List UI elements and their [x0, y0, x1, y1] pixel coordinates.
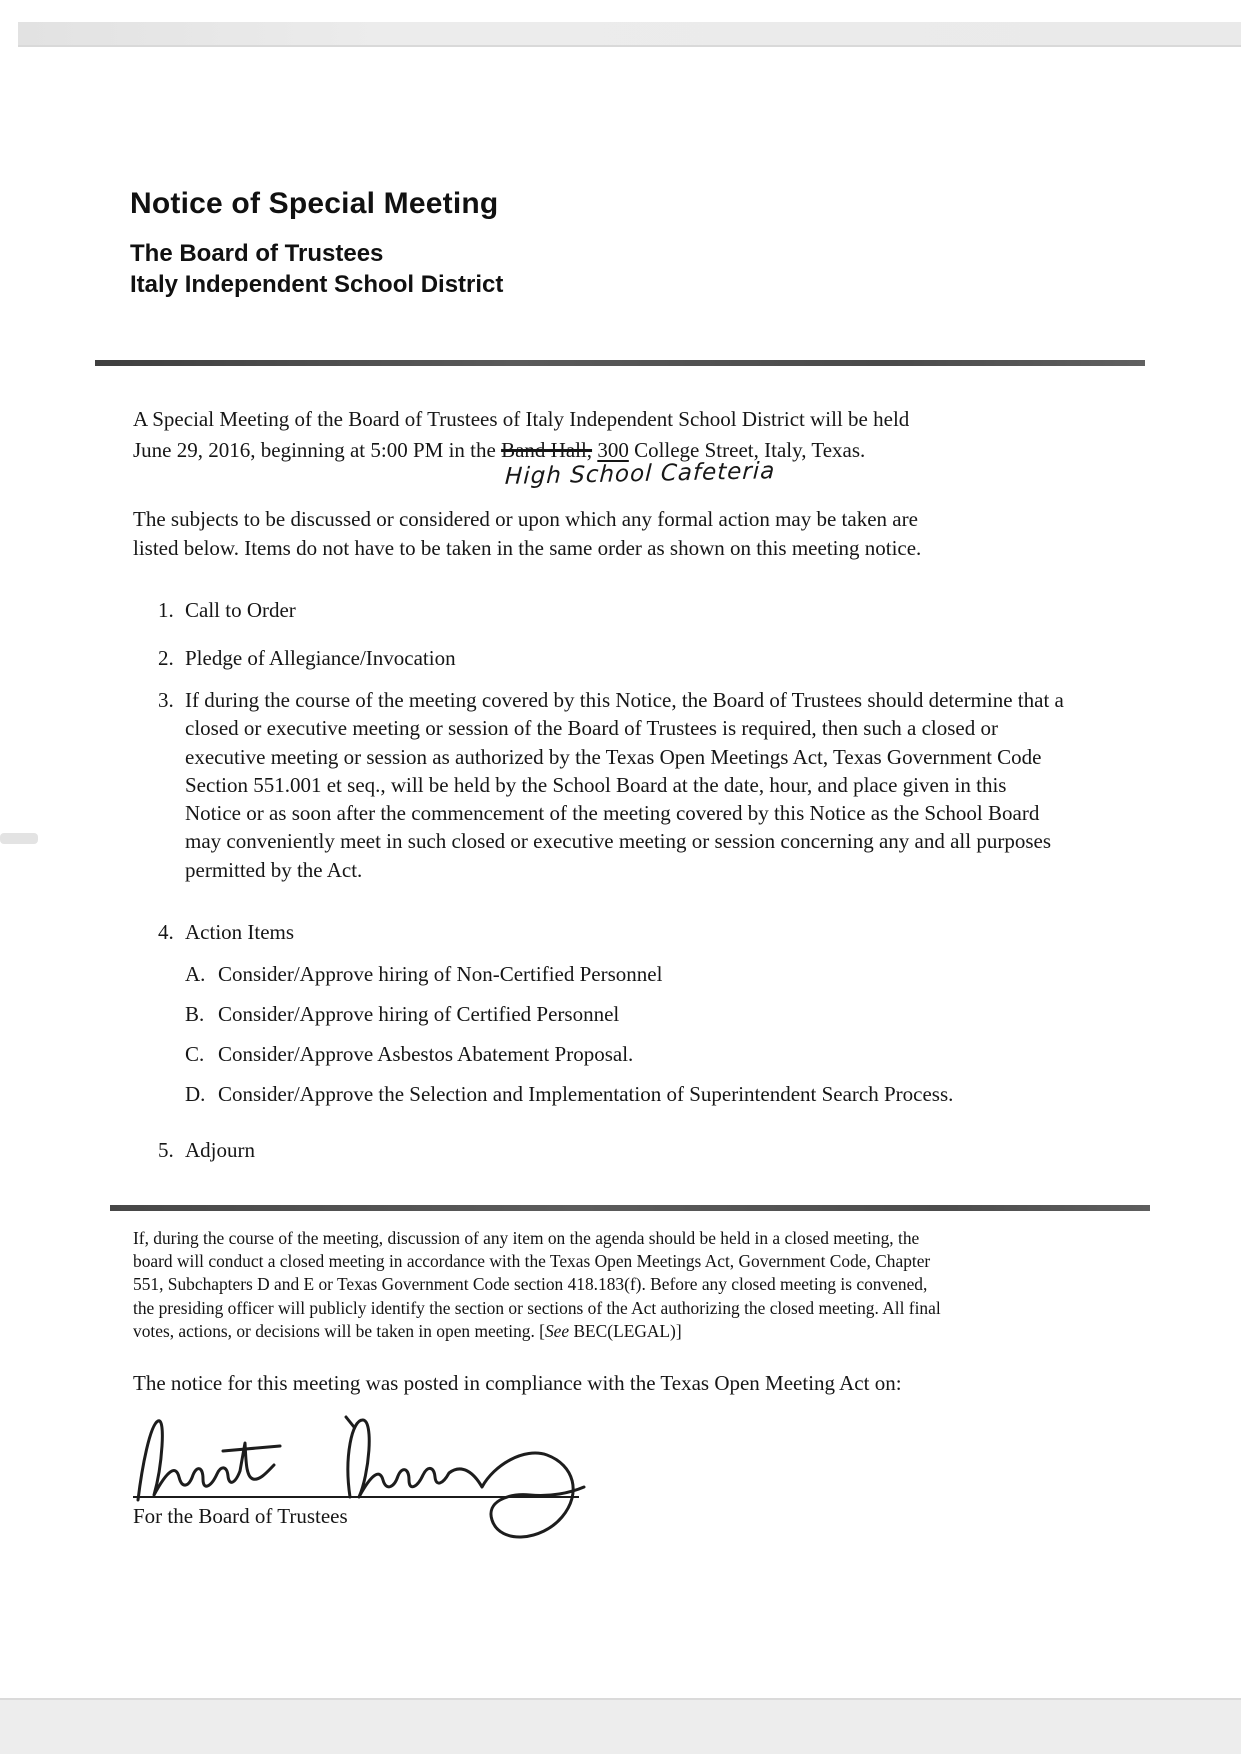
scan-artifact-left-mark [0, 833, 38, 844]
agenda-item-closed-session [158, 686, 1065, 884]
organization-heading [130, 238, 503, 300]
agenda-item-number: 3. [158, 688, 174, 712]
action-item-letter: C. [185, 1042, 205, 1066]
org-line-board: The Board of Trustees [130, 240, 384, 267]
legal-line-4: the presiding officer will publicly identify the section or sections of the Act authorizing the closed meeting. All final [133, 1297, 941, 1318]
scan-artifact-top-band [18, 22, 1241, 47]
legal-line-5 [133, 1320, 1068, 1343]
action-item-letter: B. [185, 1002, 205, 1026]
underlined-street-number: 300 [597, 438, 629, 462]
action-item-letter: A. [185, 962, 206, 986]
subjects-paragraph [133, 505, 1143, 563]
agenda-item-call-to-order [158, 596, 296, 624]
action-item-superintendent-search [185, 1080, 1048, 1109]
agenda-item-text: Adjourn [185, 1138, 255, 1162]
handwritten-correction: High School Cafeteria [504, 458, 776, 490]
agenda-item-number: 4. [158, 920, 174, 944]
horizontal-rule-top [95, 360, 1145, 366]
legal-line5-after: BEC(LEGAL)] [569, 1320, 682, 1341]
intro-line-1: A Special Meeting of the Board of Trustees of Italy Independent School District will be held [133, 407, 910, 431]
subjects-line-2: listed below. Items do not have to be taken in the same order as shown on this meeting notice. [133, 536, 922, 560]
subjects-line-1: The subjects to be discussed or considered or upon which any formal action may be taken are [133, 507, 918, 531]
meeting-intro-paragraph [133, 404, 1143, 466]
agenda-item-number: 1. [158, 598, 174, 622]
see-reference-italic: See [544, 1320, 570, 1341]
signature-first-name-stroke [138, 1421, 274, 1500]
signature-caption: For the Board of Trustees [133, 1504, 348, 1528]
agenda-item-action-items [158, 918, 294, 946]
posting-compliance-statement: The notice for this meeting was posted in compliance with the Texas Open Meeting Act on: [133, 1371, 902, 1395]
action-item-text: Consider/Approve hiring of Certified Personnel [218, 1002, 620, 1026]
agenda-item-text: If during the course of the meeting covered by this Notice, the Board of Trustees should determine that a closed or executive meeting or session of the Board of Trustees is required, then such a closed or executive meeting or session as authorized by the Texas Open Meetings Act, Texas Government Code Section 551.001 et seq., will be held by the School Board at the date, hour, and place given in this Notice or as soon after the commencement of the meeting covered by this Notice as the School Board may conveniently meet in such closed or executive meeting or session concerning any and all purposes permitted by the Act. [185, 688, 1064, 882]
action-item-asbestos-abatement [185, 1040, 633, 1069]
legal-line-3: 551, Subchapters D and E or Texas Government Code section 418.183(f). Before any closed meeting is convened, [133, 1274, 928, 1295]
legal-line-2: board will conduct a closed meeting in accordance with the Texas Open Meetings Act, Government Code, Chapter [133, 1251, 931, 1272]
agenda-item-text: Action Items [185, 920, 295, 944]
action-item-noncertified-personnel [185, 960, 662, 989]
action-item-letter: D. [185, 1082, 206, 1106]
agenda-item-number: 2. [158, 646, 174, 670]
intro-line2-rest: College Street, Italy, Texas. [628, 438, 866, 462]
closed-meeting-legal-notice [133, 1227, 1068, 1343]
org-line-district: Italy Independent School District [130, 271, 504, 298]
agenda-item-text: Call to Order [185, 598, 296, 622]
intro-line2-before: June 29, 2016, beginning at 5:00 PM in the [133, 438, 502, 462]
action-item-text: Consider/Approve Asbestos Abatement Proposal. [218, 1042, 634, 1066]
agenda-item-number: 5. [158, 1138, 174, 1162]
page-title: Notice of Special Meeting [130, 187, 499, 221]
agenda-item-pledge [158, 644, 456, 672]
struck-location-text: Band Hall, [501, 438, 593, 462]
signature-line [133, 1496, 579, 1498]
action-item-text: Consider/Approve the Selection and Implementation of Superintendent Search Process. [218, 1082, 954, 1106]
horizontal-rule-bottom [110, 1205, 1150, 1211]
agenda-item-text: Pledge of Allegiance/Invocation [185, 646, 456, 670]
scan-artifact-bottom-band [0, 1698, 1241, 1754]
action-item-certified-personnel [185, 1000, 619, 1029]
signature-handwriting [122, 1405, 622, 1553]
legal-line-1: If, during the course of the meeting, discussion of any item on the agenda should be held in a closed meeting, the [133, 1228, 920, 1248]
signature-last-name-stroke [348, 1420, 584, 1537]
signature-t-cross-stroke [223, 1446, 280, 1451]
signature-apostrophe-mark [346, 1417, 354, 1427]
action-item-text: Consider/Approve hiring of Non-Certified Personnel [218, 962, 663, 986]
legal-line5-before: votes, actions, or decisions will be taken in open meeting. [ [133, 1320, 545, 1341]
agenda-item-adjourn [158, 1136, 255, 1164]
